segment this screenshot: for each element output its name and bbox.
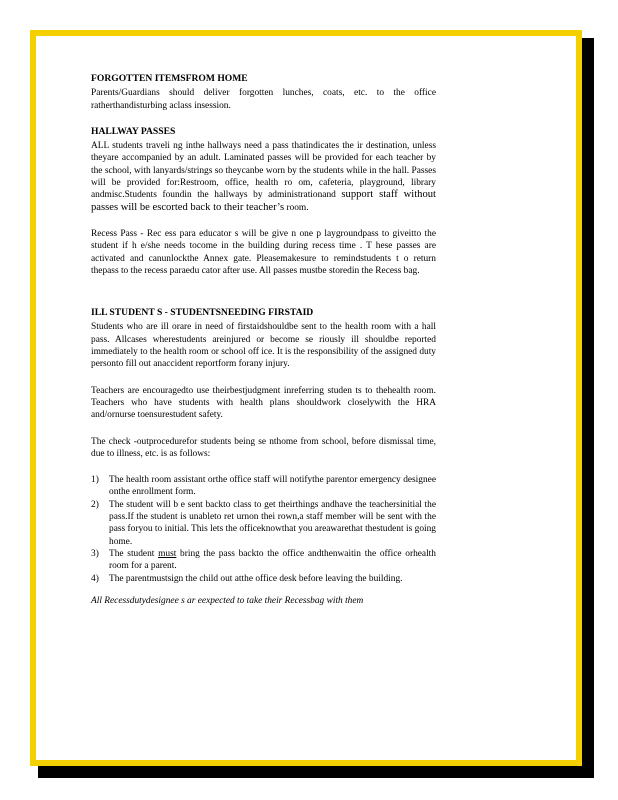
- forgotten-items-paragraph: Parents/Guardians should deliver forgotten lunches, coats, etc. to the office ratherthandisturbing aclass insession.: [91, 88, 436, 111]
- list-text: The health room assistant orthe office staff will notifythe parentor emergency designee onthe enrollment form.: [109, 475, 436, 498]
- hallway-passes-paragraph: [91, 140, 436, 214]
- recess-bag-footer: All Recessdutydesignee s ar eexpected to take their Recessbag with them: [91, 595, 364, 606]
- hallway-passes-text: ALL students traveli ng inthe hallways need a pass thatindicates the ir destination, unless theyare accompanied by an adult. Laminated passes will be provided for each teacher by the school, with lanyards/strings so theycanbe worn by the students while in the hall. Passes will be provided for:Restroom, office, health ro om, cafeteria, playground, library andmisc.Students foundin the hallways by administrationand: [91, 141, 436, 201]
- list-number: 2): [91, 499, 99, 510]
- ill-students-heading: ILL STUDENT S - STUDENTSNEEDING FIRSTAID: [91, 307, 314, 319]
- list-text-underlined: must: [158, 548, 177, 559]
- document-content: [91, 73, 436, 607]
- list-text: bring the pass backto the office andthenwaitin the office orhealth room for a parent.: [109, 548, 436, 572]
- list-number: 4): [91, 573, 99, 584]
- document-page: [30, 30, 582, 766]
- hallway-passes-heading: HALLWAY PASSES: [91, 125, 176, 137]
- list-item: [91, 474, 436, 499]
- list-text: The student will b e sent backto class to get theirthings andhave the teachersinitial the pass.If the student is unableto ret urnon thei rown,a staff member will be sent with the pass foryou to initial. This lets the officeknowthat you areawarethat thestudent is going home.: [109, 499, 436, 547]
- list-item: [91, 548, 436, 573]
- ill-students-paragraph: Students who are ill orare in need of firstaidshouldbe sent to the health room with a hall pass. Allcases wherestudents areinjured or become se riously ill shouldbe reported immediately to the health room or school off ice. It is the responsibility of the assigned duty personto fill out anaccident reportform forany injury.: [91, 322, 436, 370]
- hallway-passes-text-large: support staff without passes will be escorted back to their teacher’s: [91, 189, 436, 213]
- forgotten-items-heading: FORGOTTEN ITEMSFROM HOME: [91, 73, 248, 84]
- checkout-procedure-paragraph: The check -outprocedurefor students being se nthome from school, before dismissal time, due to illness, etc. is as follows:: [91, 436, 436, 459]
- list-number: 1): [91, 475, 99, 486]
- hallway-passes-text-end: room.: [286, 202, 309, 213]
- list-text: The parentmustsign the child out atthe office desk before leaving the building.: [109, 573, 403, 584]
- list-item: [91, 499, 436, 548]
- list-number: 3): [91, 548, 99, 559]
- checkout-steps-list: [91, 474, 436, 585]
- list-item: [91, 573, 436, 585]
- teachers-judgment-paragraph: Teachers are encouragedto use theirbestjudgment inreferring studen ts to thehealth room. Teachers who have students with health plans shouldwork closelywith the HRA and/ornurse toensurestudent safety.: [91, 385, 436, 421]
- recess-pass-paragraph: Recess Pass - Rec ess para educator s will be give n one p laygroundpass to giveitto the student if h e/she needs tocome in the building during recess time . T hese passes are activated and canunlockthe Annex gate. Pleasemakesure to remindstudents t o return thepass to the recess paraedu cator after use. All passes mustbe storedin the Recess bag.: [91, 228, 436, 276]
- list-text-prefix: The student: [109, 548, 155, 559]
